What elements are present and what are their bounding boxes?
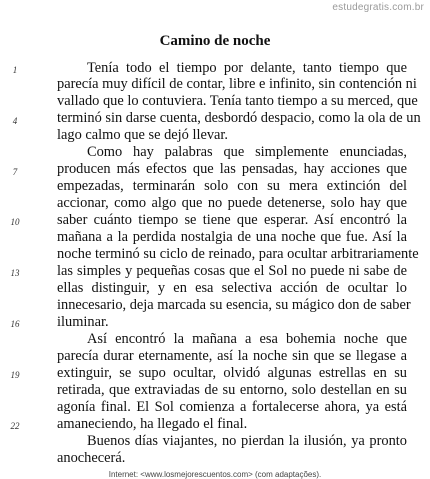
text-title: Camino de noche (159, 33, 271, 49)
text-line: innecesario, deja marcada su esencia, su mágico don de saber (57, 297, 411, 313)
text-line: Como hay palabras que simplemente enunciadas, (87, 144, 407, 160)
text-line: lago calmo que se dejó llevar. (57, 127, 229, 143)
text-line: noche terminó su ciclo de reinado, para ocultar arbitrariamente (57, 246, 419, 262)
text-line: saber cuánto tiempo se tiene que esperar. Así encontró la (57, 212, 407, 228)
text-line: ellas distinguir, y en esa selectiva acción de ocultar lo (57, 280, 407, 296)
text-line: empezadas, terminarán solo con su mera extinción del (57, 178, 407, 194)
text-line: mañana a la perdida nostalgia de una noche que fue. Así la (57, 229, 407, 245)
text-line: Tenía todo el tiempo por delante, tanto tiempo que (87, 60, 407, 76)
source-citation: Internet: <www.losmejorescuentos.com> (com adaptações). (108, 470, 322, 479)
text-line: Así encontró la mañana a esa bohemia noche que (87, 331, 407, 347)
text-line: agonía final. El Sol comienza a fortalecerse ahora, ya está (57, 399, 407, 415)
text-line: vallado que lo contuviera. Tenía tanto tiempo a su merced, que (57, 93, 418, 109)
line-number: 4 (12, 116, 18, 126)
line-number: 7 (12, 167, 18, 177)
text-line: producen más efectos que las pensadas, hay acciones que (57, 161, 407, 177)
text-line: retirada, que extraviadas de su entorno, solo destellan en su (57, 382, 407, 398)
text-line: iluminar. (57, 314, 109, 330)
text-line: extinguir, se supo ocultar, olvidó algunas estrellas en su (57, 365, 407, 381)
text-line: anochecerá. (57, 450, 126, 466)
line-number: 22 (10, 421, 20, 431)
text-line: Buenos días viajantes, no pierdan la ilusión, ya pronto (87, 433, 407, 449)
text-line: las simples y pequeñas cosas que el Sol no puede ni sabe de (57, 263, 407, 279)
line-number: 19 (10, 370, 20, 380)
site-watermark: estudegratis.com.br (332, 2, 424, 13)
text-line: parecía muy difícil de contar, libre e infinito, sin contención ni (57, 76, 417, 92)
line-number: 10 (10, 217, 20, 227)
line-number: 16 (10, 319, 20, 329)
line-number: 1 (12, 65, 18, 75)
text-line: terminó sin darse cuenta, desbordó despacio, como la ola de un (57, 110, 421, 126)
line-number: 13 (10, 268, 20, 278)
text-line: accionar, como algo que no puede detenerse, solo hay que (57, 195, 407, 211)
text-line: amaneciendo, ha llegado el final. (57, 416, 248, 432)
text-line: parecía durar eternamente, así la noche sin que se llegase a (57, 348, 407, 364)
